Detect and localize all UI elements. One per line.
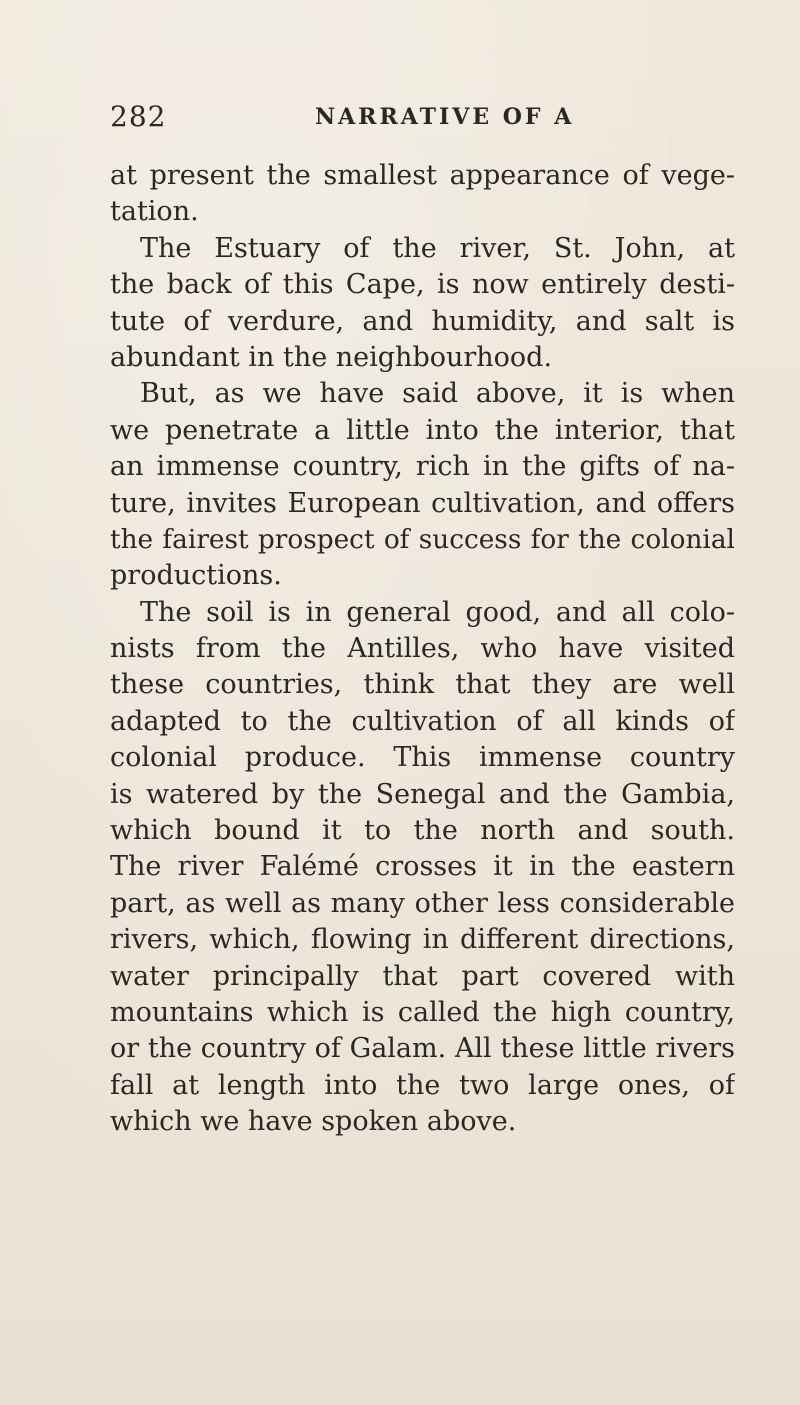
body-text <box>110 158 735 1141</box>
page-number: 282 <box>110 100 167 133</box>
text-line: which we have spoken above. <box>110 1106 517 1138</box>
text-line: ture, invites European cultivation, and offers <box>110 487 735 519</box>
text-line: tation. <box>110 196 199 228</box>
text-line: nists from the Antilles, who have visited <box>110 633 735 665</box>
text-line: the fairest prospect of success for the colonial <box>110 524 735 555</box>
text-line: at present the smallest appearance of vege- <box>110 160 735 191</box>
text-line: The soil is in general good, and all colo- <box>140 596 735 628</box>
text-line: is watered by the Senegal and the Gambia, <box>110 778 735 810</box>
text-line: water principally that part covered with <box>110 960 735 992</box>
text-line: But, as we have said above, it is when <box>140 378 735 410</box>
paragraph <box>110 231 735 377</box>
page-header <box>110 100 730 140</box>
text-line: The river Falémé crosses it in the eastern <box>110 851 735 883</box>
text-line: we penetrate a little into the interior, that <box>110 414 735 446</box>
text-line: which bound it to the north and south. <box>110 815 735 847</box>
paragraph <box>110 595 735 1141</box>
text-line: an immense country, rich in the gifts of na- <box>110 451 735 483</box>
text-line: rivers, which, flowing in different directions, <box>110 924 735 956</box>
paragraph <box>110 158 735 231</box>
text-line: or the country of Galam. All these little rivers <box>110 1033 735 1065</box>
text-line: fall at length into the two large ones, of <box>110 1069 735 1101</box>
text-line: productions. <box>110 560 282 592</box>
text-line: tute of verdure, and humidity, and salt is <box>110 305 735 337</box>
text-line: adapted to the cultivation of all kinds of <box>110 705 735 737</box>
text-line: abundant in the neighbourhood. <box>110 341 553 373</box>
text-line: these countries, think that they are well <box>110 669 735 701</box>
running-title: NARRATIVE OF A <box>315 104 575 130</box>
paragraph <box>110 376 735 594</box>
text-line: colonial produce. This immense country <box>110 742 735 774</box>
text-line: part, as well as many other less considerable <box>110 887 735 919</box>
text-line: the back of this Cape, is now entirely desti- <box>110 269 735 301</box>
text-line: mountains which is called the high country, <box>110 996 735 1028</box>
text-line: The Estuary of the river, St. John, at <box>140 232 735 264</box>
